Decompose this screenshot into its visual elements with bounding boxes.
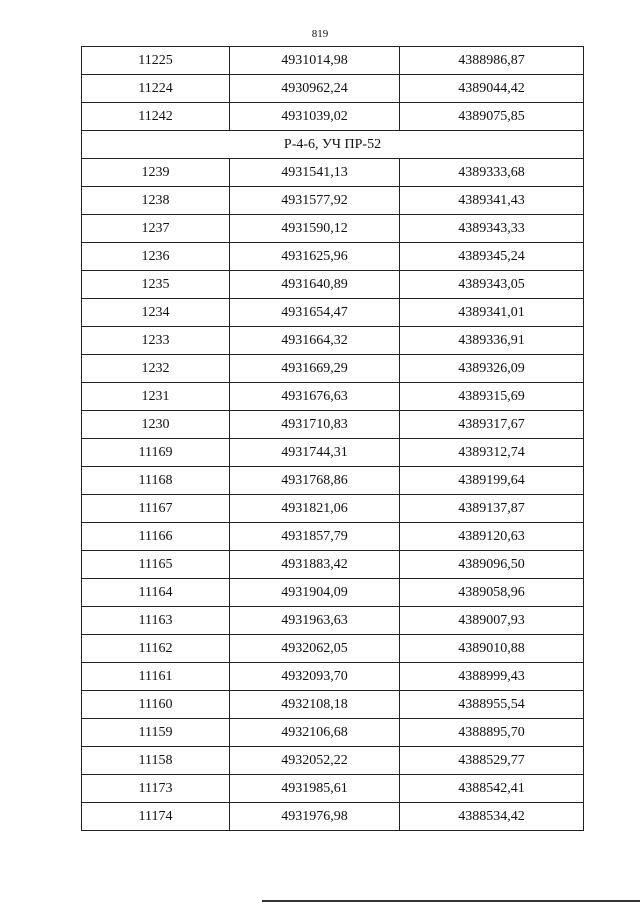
section-title: Р-4-6, УЧ ПР-52 <box>82 131 584 159</box>
point-number-cell: 11161 <box>82 663 230 691</box>
x-coordinate-cell: 4931676,63 <box>230 383 400 411</box>
point-number-cell: 1230 <box>82 411 230 439</box>
point-number-cell: 11166 <box>82 523 230 551</box>
x-coordinate-cell: 4931710,83 <box>230 411 400 439</box>
point-number-cell: 11167 <box>82 495 230 523</box>
point-number-cell: 11163 <box>82 607 230 635</box>
y-coordinate-cell: 4389341,01 <box>400 299 584 327</box>
x-coordinate-cell: 4931821,06 <box>230 495 400 523</box>
coordinates-table <box>81 46 584 831</box>
y-coordinate-cell: 4389343,05 <box>400 271 584 299</box>
table-row <box>82 47 584 75</box>
point-number-cell: 11174 <box>82 803 230 831</box>
table-row <box>82 551 584 579</box>
x-coordinate-cell: 4932052,22 <box>230 747 400 775</box>
point-number-cell: 1237 <box>82 215 230 243</box>
y-coordinate-cell: 4389096,50 <box>400 551 584 579</box>
x-coordinate-cell: 4931744,31 <box>230 439 400 467</box>
table-row <box>82 75 584 103</box>
y-coordinate-cell: 4389315,69 <box>400 383 584 411</box>
x-coordinate-cell: 4931625,96 <box>230 243 400 271</box>
y-coordinate-cell: 4389317,67 <box>400 411 584 439</box>
point-number-cell: 11162 <box>82 635 230 663</box>
table-row <box>82 663 584 691</box>
table-row <box>82 467 584 495</box>
point-number-cell: 1234 <box>82 299 230 327</box>
y-coordinate-cell: 4388895,70 <box>400 719 584 747</box>
table-row <box>82 691 584 719</box>
y-coordinate-cell: 4389044,42 <box>400 75 584 103</box>
point-number-cell: 11168 <box>82 467 230 495</box>
x-coordinate-cell: 4931669,29 <box>230 355 400 383</box>
y-coordinate-cell: 4389343,33 <box>400 215 584 243</box>
table-row <box>82 383 584 411</box>
y-coordinate-cell: 4389120,63 <box>400 523 584 551</box>
y-coordinate-cell: 4389336,91 <box>400 327 584 355</box>
point-number-cell: 11158 <box>82 747 230 775</box>
table-row <box>82 607 584 635</box>
y-coordinate-cell: 4388986,87 <box>400 47 584 75</box>
y-coordinate-cell: 4389075,85 <box>400 103 584 131</box>
point-number-cell: 1233 <box>82 327 230 355</box>
x-coordinate-cell: 4931664,32 <box>230 327 400 355</box>
table-row <box>82 243 584 271</box>
x-coordinate-cell: 4932093,70 <box>230 663 400 691</box>
table-row <box>82 495 584 523</box>
coordinates-table-body <box>82 47 584 831</box>
table-row <box>82 159 584 187</box>
point-number-cell: 1236 <box>82 243 230 271</box>
y-coordinate-cell: 4388999,43 <box>400 663 584 691</box>
table-row <box>82 439 584 467</box>
x-coordinate-cell: 4931654,47 <box>230 299 400 327</box>
point-number-cell: 11165 <box>82 551 230 579</box>
y-coordinate-cell: 4389137,87 <box>400 495 584 523</box>
table-row <box>82 579 584 607</box>
table-row <box>82 747 584 775</box>
x-coordinate-cell: 4931768,86 <box>230 467 400 495</box>
y-coordinate-cell: 4388542,41 <box>400 775 584 803</box>
point-number-cell: 11225 <box>82 47 230 75</box>
table-row <box>82 635 584 663</box>
y-coordinate-cell: 4389199,64 <box>400 467 584 495</box>
y-coordinate-cell: 4389010,88 <box>400 635 584 663</box>
table-row <box>82 803 584 831</box>
y-coordinate-cell: 4389345,24 <box>400 243 584 271</box>
point-number-cell: 1231 <box>82 383 230 411</box>
section-header-row <box>82 131 584 159</box>
x-coordinate-cell: 4932062,05 <box>230 635 400 663</box>
y-coordinate-cell: 4388534,42 <box>400 803 584 831</box>
x-coordinate-cell: 4931541,13 <box>230 159 400 187</box>
table-row <box>82 719 584 747</box>
table-row <box>82 523 584 551</box>
table-row <box>82 299 584 327</box>
table-row <box>82 355 584 383</box>
x-coordinate-cell: 4932106,68 <box>230 719 400 747</box>
x-coordinate-cell: 4931590,12 <box>230 215 400 243</box>
y-coordinate-cell: 4388955,54 <box>400 691 584 719</box>
x-coordinate-cell: 4931985,61 <box>230 775 400 803</box>
y-coordinate-cell: 4389058,96 <box>400 579 584 607</box>
point-number-cell: 11164 <box>82 579 230 607</box>
y-coordinate-cell: 4389326,09 <box>400 355 584 383</box>
x-coordinate-cell: 4932108,18 <box>230 691 400 719</box>
x-coordinate-cell: 4931904,09 <box>230 579 400 607</box>
point-number-cell: 1235 <box>82 271 230 299</box>
x-coordinate-cell: 4931640,89 <box>230 271 400 299</box>
table-row <box>82 215 584 243</box>
x-coordinate-cell: 4930962,24 <box>230 75 400 103</box>
point-number-cell: 1239 <box>82 159 230 187</box>
x-coordinate-cell: 4931014,98 <box>230 47 400 75</box>
point-number-cell: 11173 <box>82 775 230 803</box>
table-row <box>82 327 584 355</box>
point-number-cell: 11242 <box>82 103 230 131</box>
y-coordinate-cell: 4389341,43 <box>400 187 584 215</box>
x-coordinate-cell: 4931577,92 <box>230 187 400 215</box>
x-coordinate-cell: 4931883,42 <box>230 551 400 579</box>
y-coordinate-cell: 4389007,93 <box>400 607 584 635</box>
x-coordinate-cell: 4931857,79 <box>230 523 400 551</box>
y-coordinate-cell: 4389312,74 <box>400 439 584 467</box>
point-number-cell: 11224 <box>82 75 230 103</box>
x-coordinate-cell: 4931039,02 <box>230 103 400 131</box>
footer-line <box>262 900 640 902</box>
point-number-cell: 11160 <box>82 691 230 719</box>
x-coordinate-cell: 4931963,63 <box>230 607 400 635</box>
table-row <box>82 775 584 803</box>
page-number: 819 <box>311 28 329 40</box>
y-coordinate-cell: 4388529,77 <box>400 747 584 775</box>
point-number-cell: 1238 <box>82 187 230 215</box>
y-coordinate-cell: 4389333,68 <box>400 159 584 187</box>
point-number-cell: 1232 <box>82 355 230 383</box>
x-coordinate-cell: 4931976,98 <box>230 803 400 831</box>
table-row <box>82 271 584 299</box>
table-row <box>82 411 584 439</box>
table-row <box>82 103 584 131</box>
table-row <box>82 187 584 215</box>
point-number-cell: 11169 <box>82 439 230 467</box>
point-number-cell: 11159 <box>82 719 230 747</box>
